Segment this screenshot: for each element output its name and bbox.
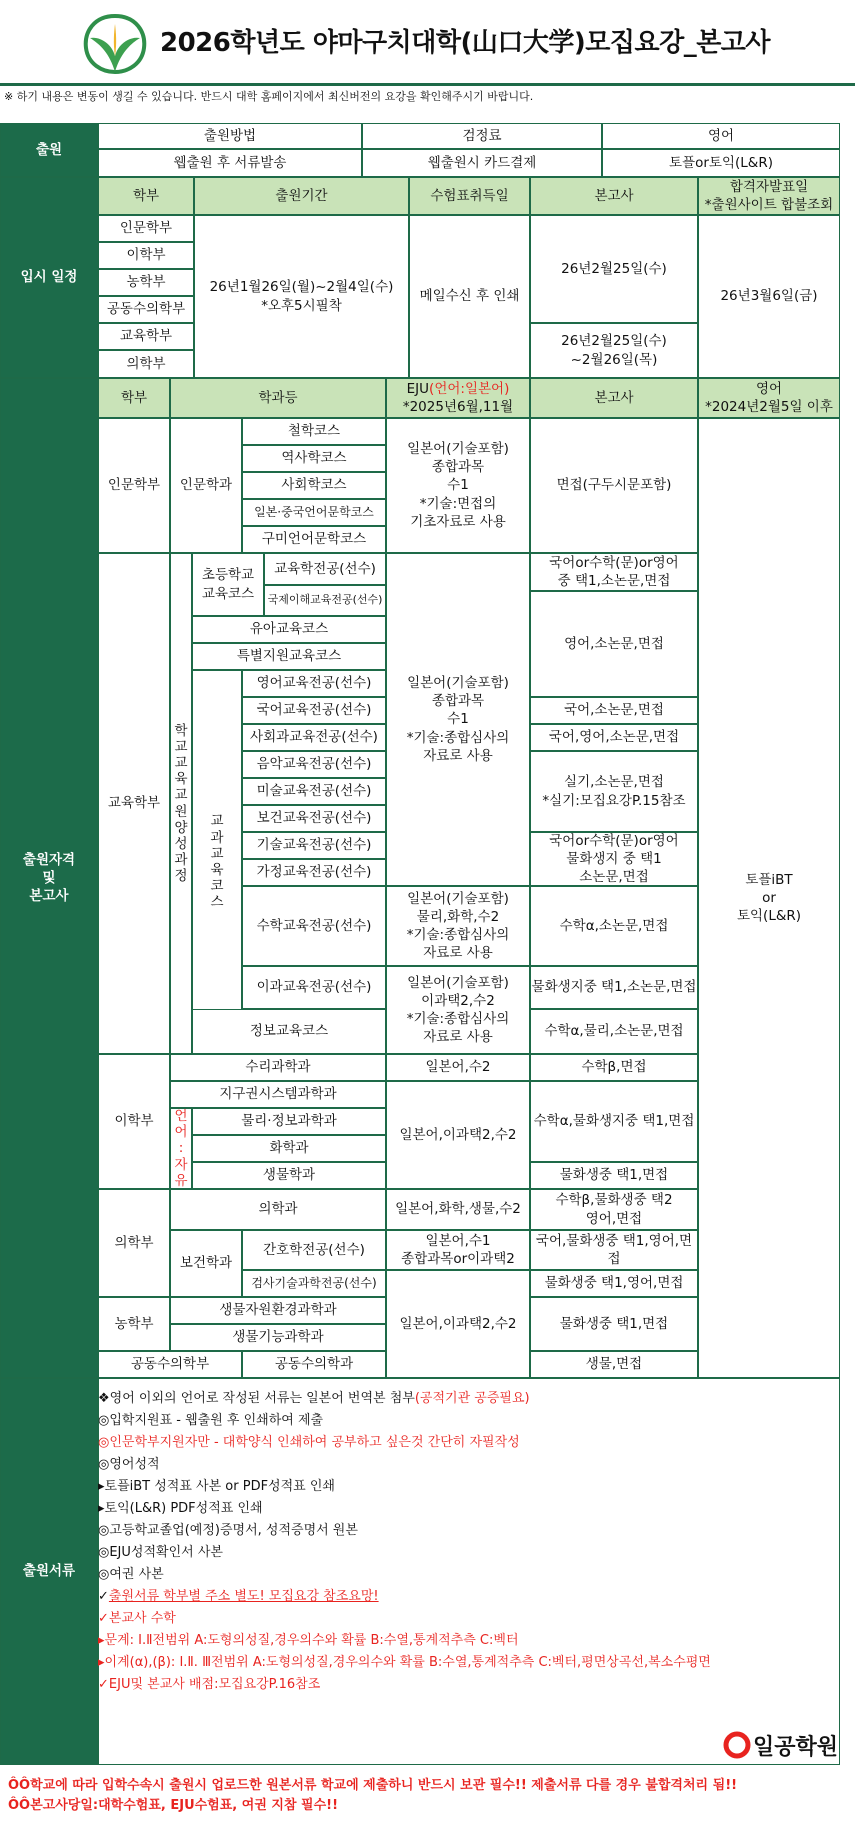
table-cell [98, 242, 194, 269]
cell-text: 26년1월26일(월)~2월4일(수) *오후5시필착 [209, 279, 394, 314]
footer-note: ÔÔ본고사당일:대학수험표, EJU수험표, 여권 지참 필수!! [8, 1798, 339, 1813]
table-cell [530, 1351, 698, 1378]
cell-text: 웹출원 후 서류발송 [173, 154, 287, 171]
table-cell [530, 751, 698, 832]
table-header-cell [98, 378, 170, 418]
document-item [98, 1630, 711, 1652]
section-label [0, 123, 98, 177]
brand-logo [723, 1728, 848, 1762]
cell-text: 화학과 [269, 1140, 309, 1157]
table-cell [170, 1081, 386, 1108]
document-text: ▸이계(α),(β): Ⅰ.Ⅱ. Ⅲ전범위 A:도형의성질,경우의수와 확률 B:수열,통계적추측 C:벡터,평면상곡선,복소수평면 [98, 1655, 711, 1670]
document-text: ◎고등학교졸업(예정)증명서, 성적증명서 원본 [98, 1523, 358, 1538]
cell-text: 농학부 [114, 1315, 154, 1332]
cell-text: 출원방법 [203, 127, 257, 144]
table-cell [386, 1189, 530, 1230]
table-cell [192, 1135, 386, 1162]
document-item [98, 1652, 711, 1674]
cell-text: 교육학전공(선수) [274, 560, 376, 577]
table-header-cell [409, 177, 530, 215]
table-cell [264, 553, 386, 585]
cell-text: 농학부 [126, 274, 166, 291]
document-text: ✓ [98, 1589, 109, 1604]
cell-text: 영어교육전공(선수) [256, 675, 372, 692]
cell-text: 물화생중 택1,면접 [559, 1167, 669, 1184]
document-item [98, 1608, 711, 1630]
table-header-cell [98, 177, 194, 215]
table-cell [386, 553, 530, 886]
table-cell [242, 778, 386, 805]
table-cell [386, 1081, 530, 1189]
table-cell [242, 418, 386, 445]
cell-text: 보건학과 [179, 1255, 233, 1272]
table-cell [98, 1189, 170, 1297]
cell-text: 국어or수학(문)or영어 중 택1,소논문,면접 [549, 554, 679, 589]
cell-text: 물리·정보과학과 [241, 1113, 337, 1130]
document-item [98, 1432, 711, 1454]
table-cell [170, 553, 192, 1054]
table-cell [530, 215, 698, 323]
document-item [98, 1410, 711, 1432]
table-cell [242, 1351, 386, 1378]
table-cell [530, 724, 698, 751]
document-text: ▸토익(L&R) PDF성적표 인쇄 [98, 1501, 263, 1516]
document-text: ◎인문학부지원자만 - 대학양식 인쇄하여 공부하고 싶은것 간단히 자필작성 [98, 1435, 520, 1450]
cell-text: 지구권시스템과학과 [219, 1086, 337, 1103]
cell-text: 정보교육코스 [249, 1023, 329, 1040]
cell-text: 교 과 교 육 코 스 [210, 813, 224, 911]
table-cell [170, 1108, 192, 1189]
cell-text: 가정교육전공(선수) [256, 864, 372, 881]
cell-text: 일본어(기술포함) 이과택2,수2 *기술:종합심사의 자료로 사용 [406, 974, 510, 1046]
table-cell [242, 670, 386, 697]
cell-text: 생물자원환경과학과 [219, 1302, 337, 1319]
cell-text: 보건교육전공(선수) [256, 810, 372, 827]
cell-text: 국어,물화생중 택1,영어,면접 [535, 1232, 693, 1267]
cell-text: 기술교육전공(선수) [256, 837, 372, 854]
cell-text: 이학부 [114, 1113, 154, 1130]
table-cell [170, 1297, 386, 1324]
section-label [0, 177, 98, 378]
document-item [98, 1520, 711, 1542]
table-cell [386, 966, 530, 1054]
cell-text: 수학α,물리,소논문,면접 [544, 1023, 684, 1040]
table-cell [530, 1270, 698, 1297]
cell-text: 일본어,이과택2,수2 [399, 1126, 517, 1143]
cell-text: 일본어,이과택2,수2 [399, 1315, 517, 1332]
cell-text: 국어or수학(문)or영어 물화생지 중 택1 소논문,면접 [549, 832, 679, 886]
cell-text: 생물기능과학과 [232, 1329, 324, 1346]
table-cell [242, 1270, 386, 1297]
table-cell [386, 1230, 530, 1270]
cell-text: 토플or토익(L&R) [669, 154, 773, 171]
cell-text: 공동수의학과 [274, 1356, 354, 1373]
cell-text: 검정료 [462, 127, 502, 144]
table-cell [530, 832, 698, 886]
cell-text: 출원자격 및 본고사 [22, 851, 76, 905]
table-cell [98, 553, 170, 1054]
table-cell [362, 123, 602, 149]
cell-text: 영어 [707, 127, 735, 144]
cell-text: 언 어 : 자 유 [174, 1108, 188, 1189]
table-cell [530, 553, 698, 591]
table-cell [98, 123, 362, 149]
table-cell [98, 1297, 170, 1351]
table-header-cell [698, 177, 840, 215]
document-text: ❖영어 이외의 언어로 작성된 서류는 일본어 번역본 첨부 [98, 1391, 415, 1406]
cell-text: 물화생중 택1,영어,면접 [544, 1275, 684, 1292]
cell-text: 영어,소논문,면접 [564, 635, 664, 652]
cell-text: 검사기술과학전공(선수) [251, 1276, 377, 1291]
cell-text: 생물학과 [262, 1167, 316, 1184]
table-cell [698, 215, 840, 378]
footer-note: ÔÔ학교에 따라 입학수속시 출원시 업로드한 원본서류 학교에 제출하니 반드시 보관 필수!! 제출서류 다를 경우 불합격처리 됨!! [8, 1778, 738, 1793]
table-header-cell [194, 177, 409, 215]
cell-text: 토플iBT or 토익(L&R) [736, 871, 802, 925]
table-cell [170, 1230, 242, 1297]
page-title: 2026학년도 야마구치대학(山口大学)모집요강_본고사 [160, 28, 771, 58]
table-cell [170, 1324, 386, 1351]
table-cell [530, 1009, 698, 1054]
cell-text: 일본어,수2 [425, 1059, 491, 1076]
table-cell [698, 418, 840, 1378]
document-item [98, 1674, 711, 1696]
table-cell [530, 1054, 698, 1081]
document-text: 출원서류 학부별 주소 별도! 모집요강 참조요망! [108, 1589, 379, 1604]
document-text: ◎영어성적 [98, 1457, 160, 1472]
cell-text: 특별지원교육코스 [236, 648, 342, 665]
notice-text: ※ 하기 내용은 변동이 생길 수 있습니다. 반드시 대학 홈페이지에서 최신버전의 요강을 확인해주시기 바랍니다. [4, 90, 534, 103]
cell-text: 국어,소논문,면접 [564, 702, 664, 719]
cell-text: 국어교육전공(선수) [256, 702, 372, 719]
cell-text: 영어 *2024년2월5일 이후 [705, 380, 833, 415]
cell-text: 일본어,수1 종합과목or이과택2 [401, 1232, 515, 1267]
cell-text: 국어,영어,소논문,면접 [548, 729, 680, 746]
table-cell [242, 472, 386, 499]
document-text: ◎EJU성적확인서 사본 [98, 1545, 223, 1560]
cell-text: 물화생지중 택1,소논문,면접 [531, 979, 697, 996]
table-cell [192, 1009, 386, 1054]
table-cell [530, 1081, 698, 1162]
table-cell [192, 1162, 386, 1189]
table-cell [530, 886, 698, 966]
cell-text: 웹출원시 카드결제 [427, 154, 537, 171]
document-item [98, 1586, 711, 1608]
cell-text: 공동수의학부 [130, 1356, 210, 1373]
table-cell [242, 832, 386, 859]
table-cell [530, 1230, 698, 1270]
cell-text: 미술교육전공(선수) [256, 783, 372, 800]
table-cell [386, 1270, 530, 1378]
table-cell [530, 591, 698, 697]
cell-text: 의학부 [126, 355, 166, 372]
table-cell [530, 323, 698, 378]
cell-text: 실기,소논문,면접 *실기:모집요강P.15참조 [542, 774, 686, 809]
cell-text: 26년2월25일(수) ~2월26일(목) [561, 333, 667, 368]
document-text: (공적기관 공증필요) [414, 1391, 530, 1406]
section-label [0, 378, 98, 1378]
table-header-cell [530, 177, 698, 215]
cell-text: 이과교육전공(선수) [256, 979, 372, 996]
table-cell [98, 296, 194, 323]
cell-text: 면접(구두시문포함) [556, 477, 672, 494]
cell-text: 인문학과 [179, 477, 233, 494]
cell-text: 초등학교 교육코스 [201, 567, 255, 602]
cell-text: 일본어(기술포함) 종합과목 수1 *기술:면접의 기초자료로 사용 [407, 440, 509, 530]
table-cell [98, 215, 194, 242]
cell-text: 공동수의학부 [106, 301, 186, 318]
cell-text: 교육학부 [119, 328, 173, 345]
table-cell [98, 149, 362, 177]
cell-text: 일본어(기술포함) 물리,화학,수2 *기술:종합심사의 자료로 사용 [406, 890, 510, 962]
cell-text: 일본·중국언어문학코스 [254, 505, 374, 520]
cell-text: 수학교육전공(선수) [256, 917, 372, 934]
table-cell [98, 350, 194, 378]
table-cell [192, 643, 386, 670]
table-header-cell [386, 378, 530, 418]
table-cell [242, 886, 386, 966]
section-label [264, 585, 386, 616]
table-cell [98, 323, 194, 350]
table-cell [242, 499, 386, 526]
document-text: ▸토플iBT 성적표 사본 or PDF성적표 인쇄 [98, 1479, 335, 1494]
cell-text: 이학부 [126, 247, 166, 264]
cell-text: 학부 [120, 389, 148, 406]
table-header-cell [530, 378, 698, 418]
cell-text: 학과등 [258, 389, 298, 406]
cell-text: 수학α,물화생지중 택1,면접 [533, 1113, 695, 1130]
cell-text: 입시 일정 [20, 269, 78, 286]
document-item [98, 1454, 711, 1476]
document-text: ✓본교사 수학 [98, 1611, 176, 1626]
cell-text: 26년3월6일(금) [720, 288, 818, 305]
table-cell [602, 149, 840, 177]
cell-text: 본고사 [594, 187, 634, 204]
table-cell [530, 1189, 698, 1230]
table-cell [242, 966, 386, 1009]
cell-text: 생물,면접 [585, 1356, 643, 1373]
table-cell [242, 697, 386, 724]
table-cell [530, 697, 698, 724]
table-cell [170, 418, 242, 553]
cell-text: 학 교 교 육 교 원 양 성 과 정 [174, 722, 188, 885]
table-cell [242, 724, 386, 751]
document-item [98, 1498, 711, 1520]
cell-text: 출원기간 [275, 187, 328, 204]
document-text: ✓EJU및 본교사 배점:모집요강P.16참조 [98, 1677, 321, 1692]
cell-text: 학부 [132, 187, 160, 204]
cell-text: 합격자발표일 *출원사이트 합불조회 [704, 178, 834, 213]
cell-text: 수리과학과 [245, 1059, 311, 1076]
table-cell [386, 886, 530, 966]
document-text: ◎입학지원표 - 웹출원 후 인쇄하여 제출 [98, 1413, 324, 1428]
table-cell [242, 805, 386, 832]
table-header-cell [698, 378, 840, 418]
cell-text: 철학코스 [287, 423, 341, 440]
table-header-cell [170, 378, 386, 418]
table-cell [194, 215, 409, 378]
table-cell [192, 616, 386, 643]
footer-notes [8, 1776, 737, 1816]
cell-text: 의학과 [258, 1201, 298, 1218]
table-cell [362, 149, 602, 177]
document-item [98, 1542, 711, 1564]
document-item [98, 1564, 711, 1586]
table-cell [242, 1230, 386, 1270]
table-cell [530, 1297, 698, 1351]
cell-text: 사회과교육전공(선수) [250, 729, 378, 746]
table-cell [602, 123, 840, 149]
table-cell [170, 1054, 386, 1081]
cell-text: 국제이해교육전공(선수) [267, 593, 383, 607]
table-cell [192, 1108, 386, 1135]
document-item [98, 1476, 711, 1498]
documents-list [98, 1388, 711, 1696]
cell-text: EJU(언어:일본어) *2025년6월,11월 [402, 380, 514, 415]
cell-text: 26년2월25일(수) [561, 260, 667, 277]
cell-text: 교육학부 [107, 795, 161, 812]
document-item [98, 1388, 711, 1410]
cell-text: 출원 [35, 141, 63, 158]
table-cell [170, 1189, 386, 1230]
cell-text: 일본어(기술포함) 종합과목 수1 *기술:종합심사의 자료로 사용 [406, 674, 510, 764]
cell-text: 수학β,면접 [581, 1059, 647, 1076]
cell-text: 의학부 [114, 1234, 154, 1251]
cell-text: 출원서류 [22, 1563, 76, 1580]
section-label [0, 1378, 98, 1765]
cell-text: 간호학전공(선수) [263, 1241, 365, 1258]
cell-text: 사회학코스 [281, 477, 347, 494]
table-cell [98, 1054, 170, 1189]
svg-text:일공학원: 일공학원 [753, 1735, 839, 1760]
table-cell [98, 269, 194, 296]
cell-text: 물화생중 택1,면접 [559, 1315, 669, 1332]
cell-text: 수학α,소논문,면접 [559, 917, 669, 934]
cell-text: 인문학부 [107, 477, 161, 494]
document-text: ▸문계: Ⅰ.Ⅱ전범위 A:도형의성질,경우의수와 확률 B:수열,통계적추측 C:벡터 [98, 1633, 519, 1648]
cell-text: 본고사 [594, 389, 634, 406]
cell-text: 메일수신 후 인쇄 [419, 288, 520, 305]
cell-text: 역사학코스 [281, 450, 347, 467]
cell-text: 일본어,화학,생물,수2 [395, 1201, 521, 1218]
table-cell [242, 751, 386, 778]
table-cell [98, 1351, 242, 1378]
table-cell [242, 859, 386, 886]
table-cell [192, 670, 242, 1054]
table-cell [192, 553, 264, 616]
table-cell [530, 418, 698, 553]
table-cell [242, 445, 386, 472]
cell-text: 구미언어문학코스 [261, 531, 367, 548]
table-cell [98, 418, 170, 553]
table-cell [386, 418, 530, 553]
table-cell [530, 966, 698, 1009]
cell-text: 수험표취득일 [430, 187, 509, 204]
table-cell [386, 1054, 530, 1081]
table-cell [242, 526, 386, 553]
document-text: ◎여권 사본 [98, 1567, 164, 1582]
cell-text: 수학β,물화생중 택2 영어,면접 [555, 1192, 673, 1227]
table-cell [409, 215, 530, 378]
table-cell [530, 1162, 698, 1189]
cell-text: 인문학부 [119, 220, 173, 237]
cell-text: 유아교육코스 [249, 621, 329, 638]
cell-text: 음악교육전공(선수) [256, 756, 372, 773]
